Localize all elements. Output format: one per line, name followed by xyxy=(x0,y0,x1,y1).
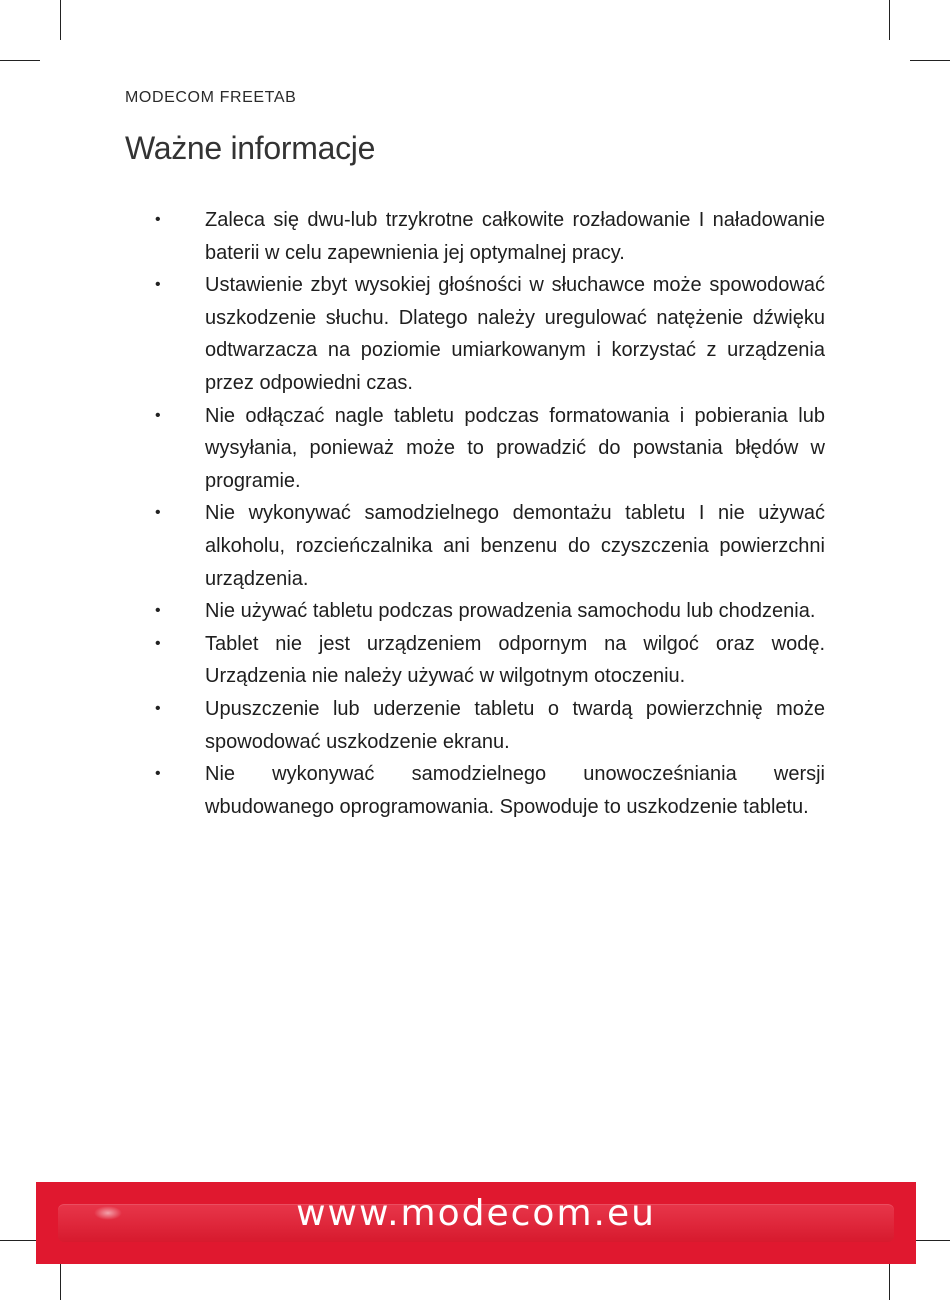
crop-mark-top-right xyxy=(889,0,890,40)
list-item-text: Nie wykonywać samodzielnego unowocześniania wersji wbudowanego oprogramowania. Spowoduje to uszkodzenie tabletu. xyxy=(205,763,825,818)
bullet-icon: • xyxy=(155,406,161,424)
list-item-text: Nie odłączać nagle tabletu podczas formatowania i pobierania lub wysyłania, ponieważ może to prowadzić do powstania błędów w programie. xyxy=(205,404,825,492)
bullet-icon: • xyxy=(155,276,161,294)
crop-mark-bottom-right xyxy=(889,1260,890,1300)
crop-mark-bottom-right-h xyxy=(910,1240,950,1241)
list-item-text: Ustawienie zbyt wysokiej głośności w słuchawce może spowodować uszkodzenie słuchu. Dlatego należy uregulować natężenie dźwięku odtwarzacza na poziomie umiarkowanym i korzystać z urządzenia przez odpowiedni czas. xyxy=(205,274,825,394)
list-item xyxy=(0,497,825,595)
bullet-icon: • xyxy=(155,634,161,652)
list-item xyxy=(0,595,825,628)
crop-mark-bottom-left-h xyxy=(0,1240,40,1241)
list-item xyxy=(0,628,825,693)
list-item-text: Zaleca się dwu-lub trzykrotne całkowite rozładowanie I naładowanie baterii w celu zapewnienia jej optymalnej pracy. xyxy=(205,209,825,264)
crop-mark-bottom-left xyxy=(60,1260,61,1300)
list-item-text: Upuszczenie lub uderzenie tabletu o twardą powierzchnię może spowodować uszkodzenie ekranu. xyxy=(205,697,825,753)
bullet-icon: • xyxy=(155,504,161,522)
info-list xyxy=(0,204,950,823)
footer-url-link[interactable]: www.modecom.eu xyxy=(296,1193,656,1234)
header-brand: MODECOM FREETAB xyxy=(125,89,297,106)
list-item xyxy=(0,758,825,823)
crop-mark-top-left xyxy=(60,0,61,40)
footer-bar xyxy=(36,1182,916,1264)
list-item xyxy=(0,269,825,399)
list-item xyxy=(0,693,825,758)
page-title: Ważne informacje xyxy=(125,130,376,166)
list-item xyxy=(0,204,825,269)
list-item xyxy=(0,400,825,498)
crop-mark-top-right-h xyxy=(910,60,950,61)
list-item-text: Nie wykonywać samodzielnego demontażu tabletu I nie używać alkoholu, rozcieńczalnika ani benzenu do czyszczenia powierzchni urządzenia. xyxy=(205,502,825,590)
footer-url-container xyxy=(36,1182,916,1246)
bullet-icon: • xyxy=(155,765,161,783)
bullet-icon: • xyxy=(155,211,161,228)
list-item-text: Tablet nie jest urządzeniem odpornym na wilgoć oraz wodę. Urządzenia nie należy używać w wilgotnym otoczeniu. xyxy=(205,632,825,688)
crop-mark-top-left-h xyxy=(0,60,40,61)
bullet-icon: • xyxy=(155,602,161,620)
list-item-text: Nie używać tabletu podczas prowadzenia samochodu lub chodzenia. xyxy=(205,600,816,623)
bullet-icon: • xyxy=(155,699,161,717)
